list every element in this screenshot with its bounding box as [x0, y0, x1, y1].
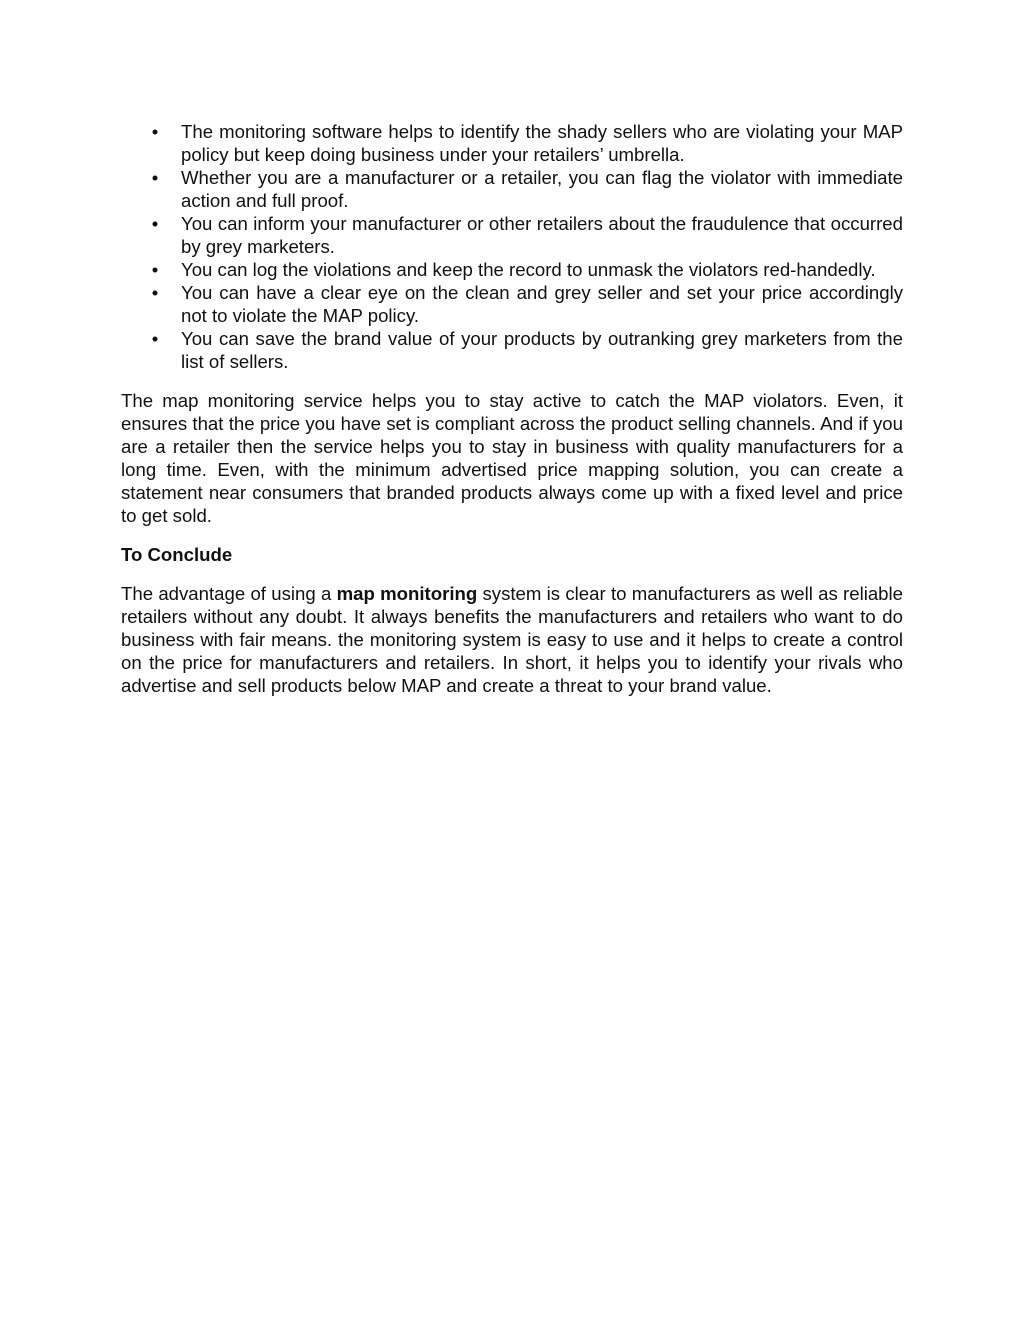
bullet-icon: • — [151, 282, 159, 303]
body-paragraph-map-monitoring-service: The map monitoring service helps you to stay active to catch the MAP violators. Even, it ensures that the price you have set is compliant across the product selling channels. And if you are a retailer then the service helps you to stay in business with quality manufacturers for a long time. Even, with the minimum advertised price mapping solution, you can create a statement near consumers that branded products always come up with a fixed level and price to get sold. — [121, 390, 903, 526]
bullet-text: You can inform your manufacturer or other retailers about the fraudulence that occurred by grey marketers. — [181, 213, 903, 257]
document-page — [121, 120, 903, 697]
conclusion-bold-phrase: map monitoring — [336, 583, 478, 604]
bullet-text: You can log the violations and keep the record to unmask the violators red-handedly. — [181, 259, 876, 280]
bullet-item — [121, 258, 903, 281]
bullet-icon: • — [151, 259, 159, 280]
bullet-text: Whether you are a manufacturer or a retailer, you can flag the violator with immediate action and full proof. — [181, 167, 903, 211]
bullet-icon: • — [151, 213, 159, 234]
bullet-item — [121, 327, 903, 373]
conclusion-text-end: system is clear to manufacturers as well as reliable retailers without any doubt. It always benefits the manufacturers and retailers who want to do business with fair means. the monitoring system is easy to use and it helps to create a control on the price for manufacturers and retailers. In short, it helps you to identify your rivals who advertise and sell products below MAP and create a threat to your brand value. — [121, 583, 903, 696]
conclusion-text-start: The advantage of using a — [121, 583, 337, 604]
bullet-text: The monitoring software helps to identify the shady sellers who are violating your MAP policy but keep doing business under your retailers’ umbrella. — [181, 121, 903, 165]
bullet-text: You can save the brand value of your products by outranking grey marketers from the list of sellers. — [181, 328, 903, 372]
section-heading-to-conclude: To Conclude — [121, 544, 233, 565]
body-paragraph-conclusion — [121, 582, 903, 697]
bullet-item — [121, 120, 903, 166]
bullet-text: You can have a clear eye on the clean and grey seller and set your price accordingly not to violate the MAP policy. — [181, 282, 903, 326]
bullet-item — [121, 166, 903, 212]
bullet-item — [121, 212, 903, 258]
bullet-icon: • — [151, 121, 159, 142]
bullet-icon: • — [151, 328, 159, 349]
bullet-item — [121, 281, 903, 327]
bullet-list — [121, 120, 903, 373]
bullet-icon: • — [151, 167, 159, 188]
